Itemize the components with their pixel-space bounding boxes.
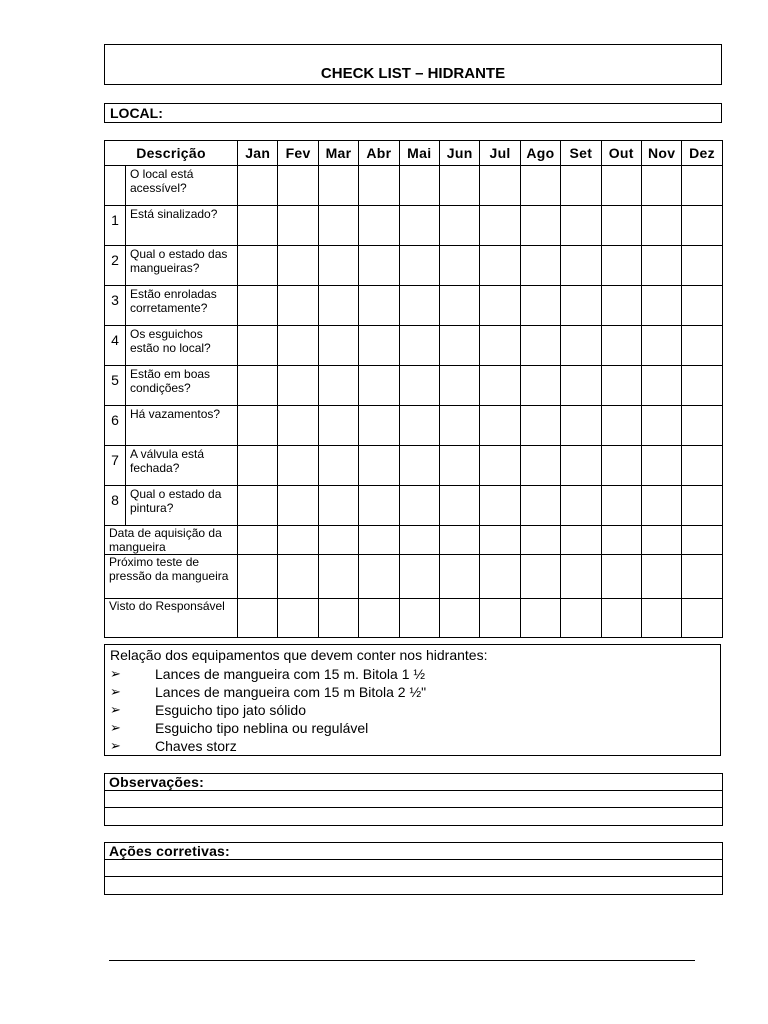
item-number: 7 <box>105 446 126 486</box>
month-check-cell[interactable] <box>682 406 722 446</box>
month-check-cell[interactable] <box>359 286 399 326</box>
month-check-cell[interactable] <box>520 206 560 246</box>
equipment-item <box>110 665 426 683</box>
checklist-row <box>105 326 723 366</box>
month-header: Mar <box>318 141 358 166</box>
month-entry-cell[interactable] <box>399 599 439 638</box>
month-check-cell[interactable] <box>641 286 681 326</box>
month-entry-cell[interactable] <box>682 555 722 599</box>
month-entry-cell[interactable] <box>439 599 479 638</box>
observations-line[interactable] <box>105 808 722 825</box>
checklist-row <box>105 406 723 446</box>
month-check-cell[interactable] <box>278 446 318 486</box>
month-check-cell[interactable] <box>480 326 520 366</box>
month-check-cell[interactable] <box>439 366 479 406</box>
month-header: Jan <box>238 141 278 166</box>
month-check-cell[interactable] <box>238 246 278 286</box>
month-check-cell[interactable] <box>561 246 601 286</box>
item-question: O local está acessível? <box>126 166 238 206</box>
month-check-cell[interactable] <box>278 166 318 206</box>
month-check-cell[interactable] <box>641 446 681 486</box>
info-label: Próximo teste de pressão da mangueira <box>105 555 238 599</box>
arrow-bullet-icon: ➢ <box>110 738 121 753</box>
month-check-cell[interactable] <box>399 486 439 526</box>
month-check-cell[interactable] <box>682 366 722 406</box>
month-check-cell[interactable] <box>399 286 439 326</box>
month-entry-cell[interactable] <box>238 555 278 599</box>
checklist-header-row <box>105 141 723 166</box>
month-check-cell[interactable] <box>520 166 560 206</box>
month-check-cell[interactable] <box>480 286 520 326</box>
month-check-cell[interactable] <box>601 326 641 366</box>
equipment-list <box>110 665 426 755</box>
title-box <box>104 44 722 85</box>
month-check-cell[interactable] <box>601 246 641 286</box>
item-question: Estão enroladas corretamente? <box>126 286 238 326</box>
local-label: LOCAL: <box>110 105 163 121</box>
month-entry-cell[interactable] <box>359 555 399 599</box>
month-check-cell[interactable] <box>520 406 560 446</box>
month-header: Ago <box>520 141 560 166</box>
checklist-row <box>105 166 723 206</box>
item-number: 4 <box>105 326 126 366</box>
month-check-cell[interactable] <box>561 326 601 366</box>
month-check-cell[interactable] <box>399 366 439 406</box>
month-check-cell[interactable] <box>682 166 722 206</box>
month-check-cell[interactable] <box>601 446 641 486</box>
month-check-cell[interactable] <box>480 366 520 406</box>
month-check-cell[interactable] <box>480 246 520 286</box>
equipment-item-text: Esguicho tipo neblina ou regulável <box>155 720 369 736</box>
month-check-cell[interactable] <box>318 406 358 446</box>
observations-line[interactable] <box>105 791 722 808</box>
month-check-cell[interactable] <box>601 406 641 446</box>
month-check-cell[interactable] <box>318 286 358 326</box>
month-check-cell[interactable] <box>278 286 318 326</box>
corrective-actions-line[interactable] <box>105 860 722 877</box>
month-check-cell[interactable] <box>561 406 601 446</box>
item-question: Está sinalizado? <box>126 206 238 246</box>
month-check-cell[interactable] <box>278 326 318 366</box>
month-entry-cell[interactable] <box>318 555 358 599</box>
month-check-cell[interactable] <box>682 446 722 486</box>
month-check-cell[interactable] <box>601 486 641 526</box>
month-check-cell[interactable] <box>520 446 560 486</box>
page-title: CHECK LIST – HIDRANTE <box>320 65 506 82</box>
month-check-cell[interactable] <box>238 366 278 406</box>
month-header: Fev <box>278 141 318 166</box>
equipment-item-text: Lances de mangueira com 15 m Bitola 2 ½" <box>155 684 427 700</box>
month-entry-cell[interactable] <box>399 555 439 599</box>
checklist-row <box>105 206 723 246</box>
month-check-cell[interactable] <box>520 286 560 326</box>
month-entry-cell[interactable] <box>561 599 601 638</box>
equipment-item <box>110 683 426 701</box>
month-entry-cell[interactable] <box>682 526 722 555</box>
month-check-cell[interactable] <box>601 366 641 406</box>
item-question: Qual o estado das mangueiras? <box>126 246 238 286</box>
month-header: Set <box>561 141 601 166</box>
month-check-cell[interactable] <box>480 166 520 206</box>
month-check-cell[interactable] <box>682 206 722 246</box>
month-check-cell[interactable] <box>238 286 278 326</box>
month-check-cell[interactable] <box>238 166 278 206</box>
checklist-row <box>105 446 723 486</box>
month-entry-cell[interactable] <box>480 555 520 599</box>
local-field[interactable] <box>104 103 722 123</box>
month-entry-cell[interactable] <box>439 555 479 599</box>
month-check-cell[interactable] <box>278 206 318 246</box>
month-entry-cell[interactable] <box>278 599 318 638</box>
month-header: Abr <box>359 141 399 166</box>
month-entry-cell[interactable] <box>359 599 399 638</box>
month-check-cell[interactable] <box>238 486 278 526</box>
month-entry-cell[interactable] <box>561 555 601 599</box>
description-header: Descrição <box>105 141 238 166</box>
month-check-cell[interactable] <box>601 286 641 326</box>
month-check-cell[interactable] <box>439 486 479 526</box>
month-check-cell[interactable] <box>641 406 681 446</box>
equipment-list-box <box>104 644 721 756</box>
arrow-bullet-icon: ➢ <box>110 720 121 735</box>
item-question: Há vazamentos? <box>126 406 238 446</box>
month-check-cell[interactable] <box>359 486 399 526</box>
month-check-cell[interactable] <box>561 366 601 406</box>
month-entry-cell[interactable] <box>278 526 318 555</box>
month-check-cell[interactable] <box>561 166 601 206</box>
month-entry-cell[interactable] <box>601 555 641 599</box>
month-check-cell[interactable] <box>561 286 601 326</box>
month-check-cell[interactable] <box>561 486 601 526</box>
equipment-item <box>110 701 426 719</box>
item-number <box>105 166 126 206</box>
month-check-cell[interactable] <box>682 246 722 286</box>
month-check-cell[interactable] <box>318 326 358 366</box>
month-header: Jul <box>480 141 520 166</box>
info-row <box>105 555 723 599</box>
item-question: Os esguichos estão no local? <box>126 326 238 366</box>
signature-line <box>109 960 695 961</box>
item-question: Estão em boas condições? <box>126 366 238 406</box>
item-number: 8 <box>105 486 126 526</box>
month-check-cell[interactable] <box>238 446 278 486</box>
month-check-cell[interactable] <box>439 166 479 206</box>
month-check-cell[interactable] <box>399 326 439 366</box>
month-check-cell[interactable] <box>641 206 681 246</box>
info-row <box>105 599 723 638</box>
month-entry-cell[interactable] <box>238 526 278 555</box>
checklist-row <box>105 286 723 326</box>
month-check-cell[interactable] <box>641 246 681 286</box>
corrective-actions-line[interactable] <box>105 877 722 894</box>
month-entry-cell[interactable] <box>359 526 399 555</box>
equipment-item-text: Chaves storz <box>155 738 237 754</box>
month-header: Mai <box>399 141 439 166</box>
equipment-item <box>110 737 426 755</box>
month-check-cell[interactable] <box>439 326 479 366</box>
arrow-bullet-icon: ➢ <box>110 702 121 717</box>
item-number: 5 <box>105 366 126 406</box>
month-check-cell[interactable] <box>439 406 479 446</box>
month-check-cell[interactable] <box>480 486 520 526</box>
item-number: 1 <box>105 206 126 246</box>
checklist-table <box>104 140 723 638</box>
equipment-heading: Relação dos equipamentos que devem conter nos hidrantes: <box>110 647 488 663</box>
month-header: Dez <box>682 141 722 166</box>
month-entry-cell[interactable] <box>439 526 479 555</box>
month-check-cell[interactable] <box>601 206 641 246</box>
month-check-cell[interactable] <box>480 446 520 486</box>
month-check-cell[interactable] <box>439 286 479 326</box>
month-entry-cell[interactable] <box>601 599 641 638</box>
item-number: 6 <box>105 406 126 446</box>
equipment-item-text: Lances de mangueira com 15 m. Bitola 1 ½ <box>155 666 426 682</box>
month-entry-cell[interactable] <box>561 526 601 555</box>
info-label: Data de aquisição da mangueira <box>105 526 238 555</box>
month-entry-cell[interactable] <box>520 555 560 599</box>
month-check-cell[interactable] <box>641 366 681 406</box>
month-check-cell[interactable] <box>278 486 318 526</box>
month-header: Out <box>601 141 641 166</box>
month-check-cell[interactable] <box>318 366 358 406</box>
month-entry-cell[interactable] <box>278 555 318 599</box>
item-question: A válvula está fechada? <box>126 446 238 486</box>
month-check-cell[interactable] <box>318 246 358 286</box>
month-check-cell[interactable] <box>318 486 358 526</box>
checklist-row <box>105 246 723 286</box>
month-check-cell[interactable] <box>359 406 399 446</box>
arrow-bullet-icon: ➢ <box>110 666 121 681</box>
month-entry-cell[interactable] <box>520 599 560 638</box>
month-entry-cell[interactable] <box>480 599 520 638</box>
month-check-cell[interactable] <box>359 166 399 206</box>
month-check-cell[interactable] <box>520 246 560 286</box>
checklist-row <box>105 486 723 526</box>
month-check-cell[interactable] <box>278 246 318 286</box>
info-row <box>105 526 723 555</box>
month-check-cell[interactable] <box>641 326 681 366</box>
month-header: Jun <box>439 141 479 166</box>
month-entry-cell[interactable] <box>641 599 681 638</box>
month-check-cell[interactable] <box>480 406 520 446</box>
month-entry-cell[interactable] <box>318 599 358 638</box>
month-check-cell[interactable] <box>318 446 358 486</box>
month-check-cell[interactable] <box>238 206 278 246</box>
month-check-cell[interactable] <box>682 486 722 526</box>
month-check-cell[interactable] <box>439 206 479 246</box>
month-check-cell[interactable] <box>520 326 560 366</box>
month-check-cell[interactable] <box>520 366 560 406</box>
month-entry-cell[interactable] <box>641 555 681 599</box>
item-number: 2 <box>105 246 126 286</box>
month-check-cell[interactable] <box>439 246 479 286</box>
month-check-cell[interactable] <box>359 366 399 406</box>
observations-label: Observações: <box>105 774 722 791</box>
month-check-cell[interactable] <box>238 406 278 446</box>
month-check-cell[interactable] <box>439 446 479 486</box>
arrow-bullet-icon: ➢ <box>110 684 121 699</box>
month-check-cell[interactable] <box>399 166 439 206</box>
month-check-cell[interactable] <box>399 446 439 486</box>
month-check-cell[interactable] <box>359 246 399 286</box>
month-check-cell[interactable] <box>561 206 601 246</box>
month-check-cell[interactable] <box>399 406 439 446</box>
item-number: 3 <box>105 286 126 326</box>
month-check-cell[interactable] <box>318 166 358 206</box>
month-entry-cell[interactable] <box>520 526 560 555</box>
month-check-cell[interactable] <box>238 326 278 366</box>
month-check-cell[interactable] <box>359 326 399 366</box>
month-header: Nov <box>641 141 681 166</box>
month-check-cell[interactable] <box>278 366 318 406</box>
month-entry-cell[interactable] <box>238 599 278 638</box>
equipment-item-text: Esguicho tipo jato sólido <box>155 702 306 718</box>
month-check-cell[interactable] <box>359 446 399 486</box>
month-check-cell[interactable] <box>399 206 439 246</box>
month-entry-cell[interactable] <box>682 599 722 638</box>
month-check-cell[interactable] <box>601 166 641 206</box>
item-question: Qual o estado da pintura? <box>126 486 238 526</box>
info-label: Visto do Responsável <box>105 599 238 638</box>
corrective-actions-box <box>104 842 723 895</box>
month-check-cell[interactable] <box>359 206 399 246</box>
checklist-row <box>105 366 723 406</box>
month-check-cell[interactable] <box>682 286 722 326</box>
month-check-cell[interactable] <box>682 326 722 366</box>
month-check-cell[interactable] <box>561 446 601 486</box>
month-entry-cell[interactable] <box>399 526 439 555</box>
corrective-actions-label: Ações corretivas: <box>105 843 722 860</box>
month-check-cell[interactable] <box>399 246 439 286</box>
month-check-cell[interactable] <box>520 486 560 526</box>
equipment-item <box>110 719 426 737</box>
month-entry-cell[interactable] <box>480 526 520 555</box>
month-check-cell[interactable] <box>278 406 318 446</box>
month-check-cell[interactable] <box>480 206 520 246</box>
month-entry-cell[interactable] <box>641 526 681 555</box>
month-check-cell[interactable] <box>641 486 681 526</box>
month-check-cell[interactable] <box>641 166 681 206</box>
month-check-cell[interactable] <box>318 206 358 246</box>
observations-box <box>104 773 723 826</box>
month-entry-cell[interactable] <box>601 526 641 555</box>
month-entry-cell[interactable] <box>318 526 358 555</box>
